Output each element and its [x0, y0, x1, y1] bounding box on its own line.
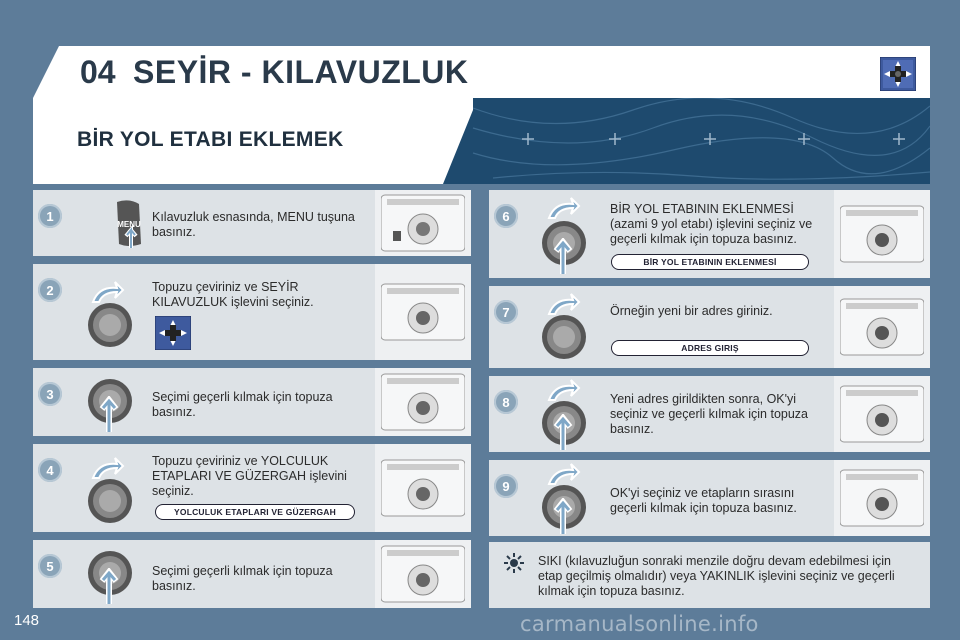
step-8: [489, 376, 930, 452]
press-arrow-icon: [553, 238, 573, 276]
menu-option-pill: ADRES GIRIŞ: [611, 340, 809, 356]
rotary-knob-icon: [87, 302, 133, 348]
control-panel: [834, 286, 930, 368]
control-panel-icon: [381, 282, 465, 342]
step-text: Topuzu çeviriniz ve YOLCULUK ETAPLARI VE GÜZERGAH işlevini seçiniz.: [152, 454, 347, 498]
step-1: [33, 190, 471, 256]
step-number-badge: 6: [494, 204, 518, 228]
control-panel: [375, 368, 471, 436]
control-panel: [834, 376, 930, 452]
tip-note: [489, 542, 930, 608]
rotary-knob-icon: [87, 478, 133, 524]
navigation-cross-icon: [880, 57, 916, 91]
step-number-badge: 9: [494, 474, 518, 498]
step-text: Seçimi geçerli kılmak için topuza basınız.: [152, 564, 333, 593]
control-panel: [375, 190, 471, 256]
note-text: SIKI (kılavuzluğun sonraki menzile doğru devam edebilmesi için etap geçilmiş olmalıdır) veya YAKINLIK işlevini seçiniz ve geçerli kılmak için topuza basınız.: [538, 554, 895, 598]
rotary-knob-icon: [541, 314, 587, 360]
step-number-badge: 5: [38, 554, 62, 578]
control-panel: [834, 460, 930, 536]
rotate-arrow-icon: [545, 462, 581, 486]
step-text: Yeni adres girildikten sonra, OK'yi seçiniz ve geçerli kılmak için topuza basınız.: [610, 392, 808, 436]
control-panel: [375, 264, 471, 360]
control-panel-icon: [840, 468, 924, 528]
step-9: [489, 460, 930, 536]
control-panel: [834, 190, 930, 278]
step-3: [33, 368, 471, 436]
step-number-badge: 7: [494, 300, 518, 324]
step-7: [489, 286, 930, 368]
step-text: Kılavuzluk esnasında, MENU tuşuna basınız.: [152, 210, 355, 239]
rotate-arrow-icon: [545, 378, 581, 402]
rotate-arrow-icon: [545, 292, 581, 316]
step-text: OK'yi seçiniz ve etapların sırasını geçerli kılmak için topuza basınız.: [610, 486, 797, 515]
control-panel: [375, 540, 471, 608]
control-panel-icon: [840, 204, 924, 264]
press-arrow-icon: [553, 414, 573, 452]
control-panel-icon: [840, 384, 924, 444]
step-number-badge: 4: [38, 458, 62, 482]
control-panel-icon: [381, 544, 465, 604]
press-arrow-icon: [553, 498, 573, 536]
section-subtitle: BİR YOL ETABI EKLEMEK: [77, 128, 344, 151]
step-6: [489, 190, 930, 278]
step-number-badge: 2: [38, 278, 62, 302]
menu-key-label: MENU: [117, 220, 141, 229]
step-number-badge: 8: [494, 390, 518, 414]
step-text: BİR YOL ETABININ EKLENMESİ (azami 9 yol etabı) işlevini seçiniz ve geçerli kılmak için topuza basınız.: [610, 202, 813, 246]
step-2: [33, 264, 471, 360]
step-number-badge: 1: [38, 204, 62, 228]
control-panel-icon: [381, 458, 465, 518]
page-title: SEYİR - KILAVUZLUK: [133, 54, 469, 90]
step-5: [33, 540, 471, 608]
menu-key-icon: [109, 200, 149, 250]
step-text: Örneğin yeni bir adres giriniz.: [610, 304, 773, 318]
navigation-cross-icon: [155, 316, 191, 350]
chapter-number: 04: [80, 54, 116, 90]
step-text: Seçimi geçerli kılmak için topuza basınız.: [152, 390, 333, 419]
rotate-arrow-icon: [89, 456, 125, 480]
rotate-arrow-icon: [545, 196, 581, 220]
tip-sun-icon: [503, 552, 525, 574]
control-panel: [375, 444, 471, 532]
step-text: Topuzu çeviriniz ve SEYİR KILAVUZLUK işlevini seçiniz.: [152, 280, 314, 309]
step-4: [33, 444, 471, 532]
menu-option-pill: YOLCULUK ETAPLARI VE GÜZERGAH: [155, 504, 355, 520]
control-panel-icon: [381, 372, 465, 432]
page-number: 148: [14, 612, 40, 629]
menu-option-pill: BİR YOL ETABININ EKLENMESİ: [611, 254, 809, 270]
press-arrow-icon: [99, 568, 119, 606]
press-arrow-icon: [99, 396, 119, 434]
rotate-arrow-icon: [89, 280, 125, 304]
step-number-badge: 3: [38, 382, 62, 406]
control-panel-icon: [840, 297, 924, 357]
title-notch: [33, 46, 59, 98]
control-panel-icon: [381, 193, 465, 253]
watermark: carmanualsonline.info: [520, 612, 759, 636]
